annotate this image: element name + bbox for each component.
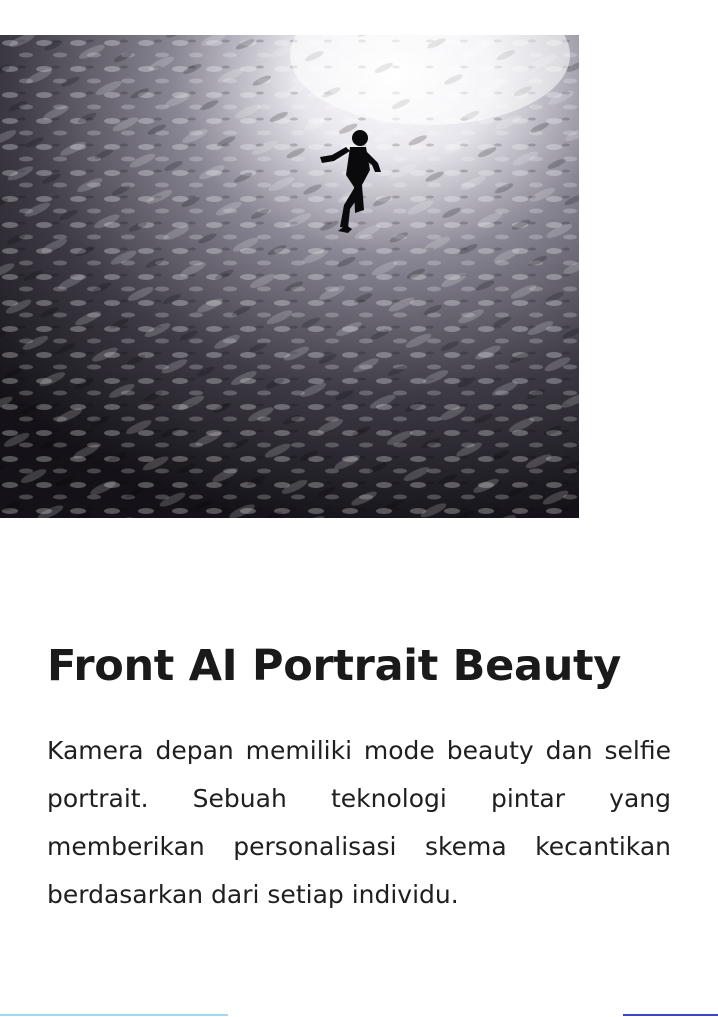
feature-title: Front AI Portrait Beauty bbox=[47, 641, 622, 691]
feature-description: Kamera depan memiliki mode beauty dan selfie portrait. Sebuah teknologi pintar yang memberikan personalisasi skema kecantikan berdasarkan dari setiap individu. bbox=[47, 736, 671, 909]
carousel-indicator-left bbox=[0, 1014, 228, 1016]
carousel-indicator-right bbox=[623, 1014, 718, 1016]
feature-image bbox=[0, 35, 579, 518]
